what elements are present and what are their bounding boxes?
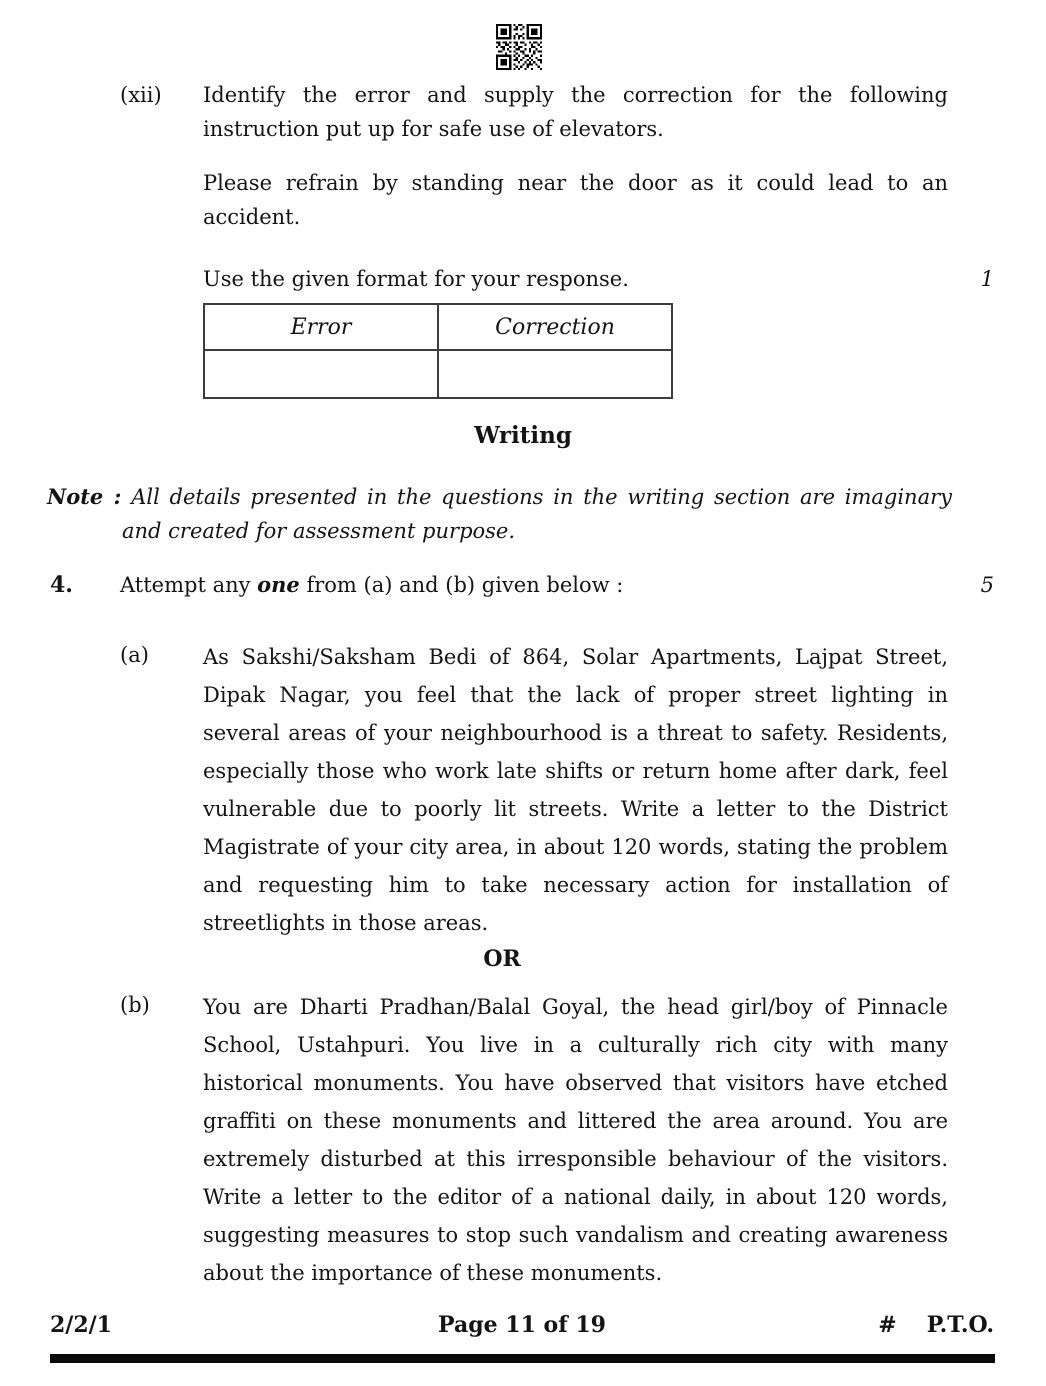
table-row (204, 350, 672, 398)
question-xii-text: Identify the error and supply the correction for the following instruction put up for safe use of elevators. (203, 83, 948, 141)
question-4-text-prefix: Attempt any (120, 573, 258, 597)
note-label: Note : (47, 484, 122, 509)
question-4-option-a (120, 638, 948, 942)
question-xii-instruction: Please refrain by standing near the door as it could lead to an accident. (203, 171, 948, 229)
table-cell-error (204, 350, 438, 398)
option-a-label: (a) (120, 643, 149, 667)
or-separator: OR (483, 946, 521, 972)
note-text: All details presented in the questions in the writing section are imaginary and created for assessment purpose. (122, 485, 953, 543)
question-xii-label: (xii) (120, 83, 162, 107)
table-header-error: Error (204, 304, 438, 350)
option-b-label: (b) (120, 993, 150, 1017)
question-4 (50, 572, 994, 598)
note (47, 480, 952, 548)
footer-right-group (679, 1312, 994, 1338)
question-4-option-b (120, 988, 948, 1292)
question-xii (120, 78, 948, 146)
footer-hash: # (878, 1312, 897, 1338)
question-4-number: 4. (50, 572, 73, 598)
format-line-row (203, 262, 994, 296)
footer-page-number: Page 11 of 19 (438, 1312, 606, 1338)
option-b-text: You are Dharti Pradhan/Balal Goyal, the head girl/boy of Pinnacle School, Ustahpuri. You live in a culturally rich city with many historical monuments. You have observed that visitors have etched graffiti on these monuments and littered the area around. You are extremely disturbed at this irresponsible behaviour of the visitors. Write a letter to the editor of a national daily, in about 120 words, suggesting measures to stop such vandalism and creating awareness about the importance of these monuments. (203, 995, 948, 1285)
error-correction-table (203, 303, 673, 399)
footer-divider-bar (50, 1354, 995, 1363)
marks-value: 5 (980, 573, 994, 597)
question-4-text-suffix: from (a) and (b) given below : (299, 573, 624, 597)
table-cell-correction (438, 350, 672, 398)
table-header-row (204, 304, 672, 350)
option-a-text: As Sakshi/Saksham Bedi of 864, Solar Apartments, Lajpat Street, Dipak Nagar, you feel that the lack of proper street lighting in several areas of your neighbourhood is a threat to safety. Residents, especially those who work late shifts or return home after dark, feel vulnerable due to poorly lit streets. Write a letter to the District Magistrate of your city area, in about 120 words, stating the problem and requesting him to take necessary action for installation of streetlights in those areas. (203, 645, 948, 935)
footer-paper-code: 2/2/1 (50, 1312, 112, 1338)
format-line-text: Use the given format for your response. (203, 267, 629, 291)
qr-code-icon (494, 24, 544, 70)
footer-pto: P.T.O. (926, 1312, 995, 1338)
table-header-correction: Correction (438, 304, 672, 350)
section-heading-writing: Writing (474, 422, 572, 449)
question-4-text-emphasis: one (257, 572, 300, 597)
question-4-text (120, 572, 981, 597)
marks-value: 1 (980, 267, 994, 291)
page-footer (50, 1312, 994, 1338)
